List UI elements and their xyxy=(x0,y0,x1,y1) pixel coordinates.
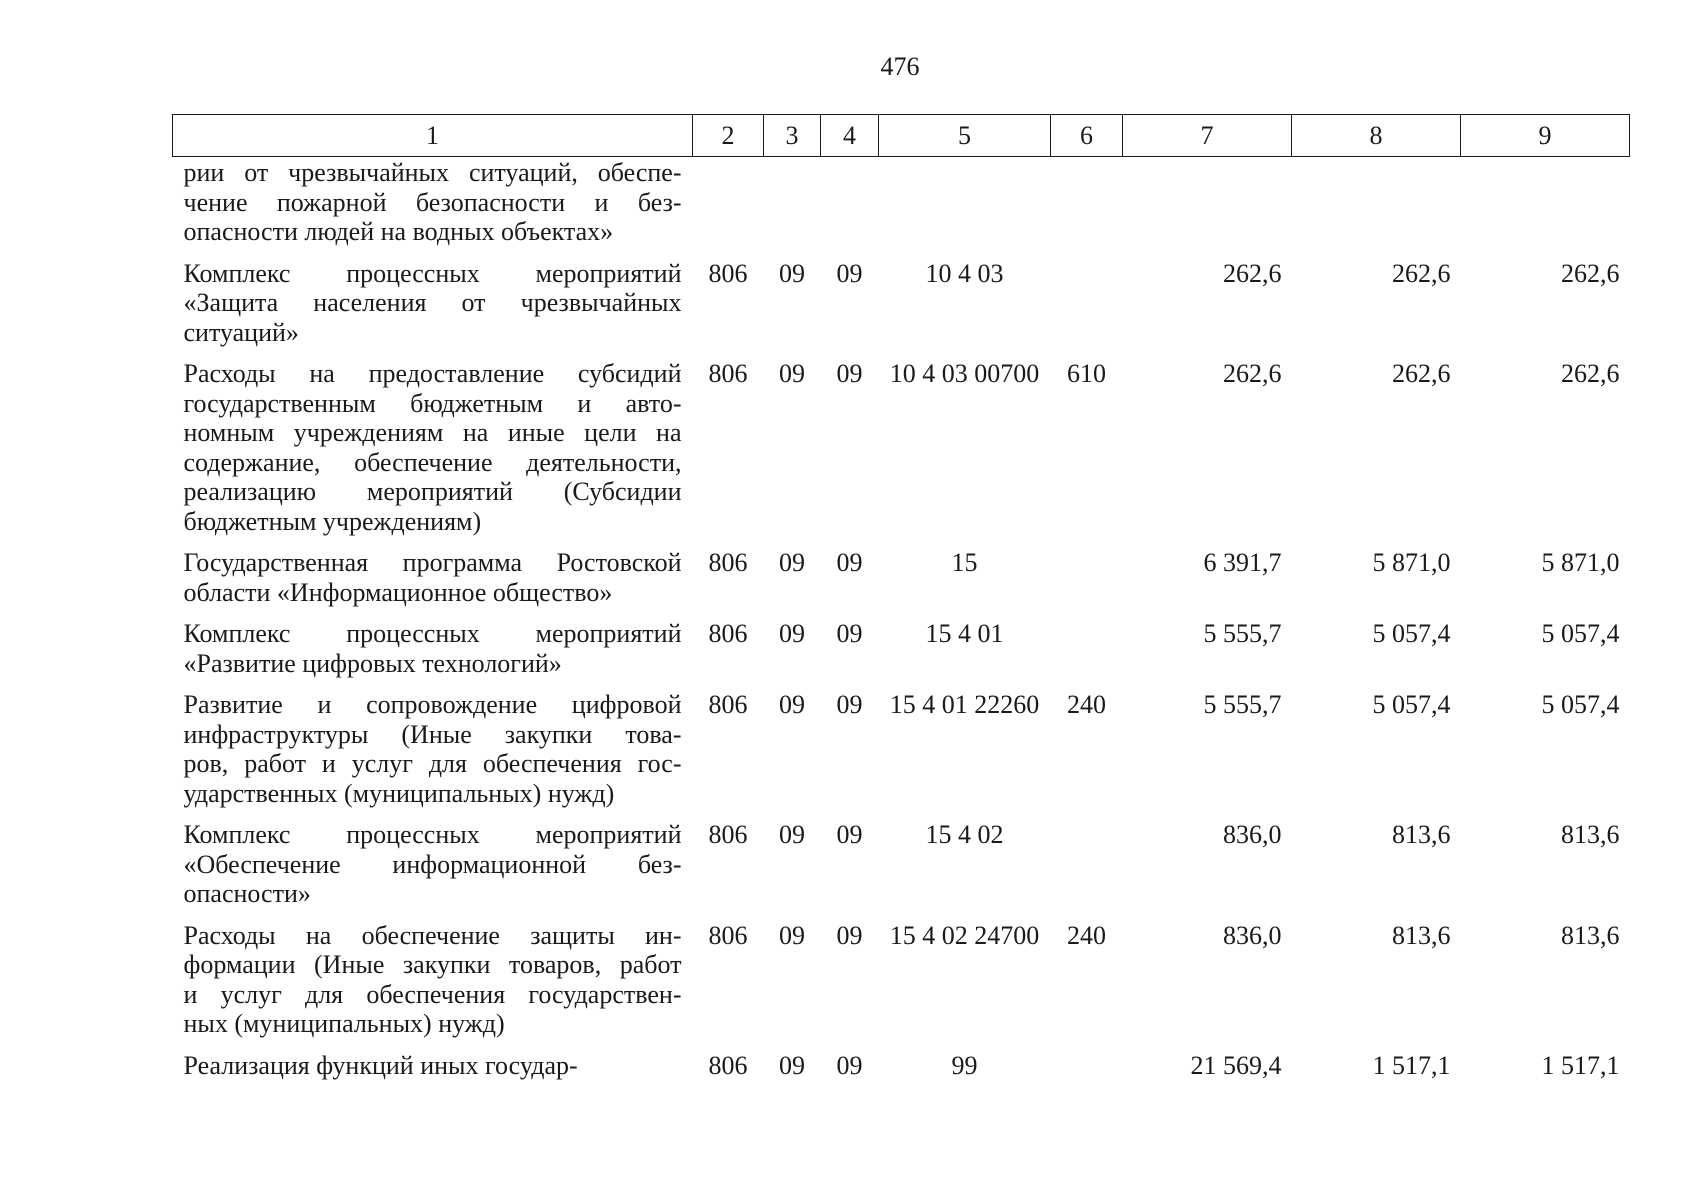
amount-col9-cell: 5 871,0 xyxy=(1541,548,1620,577)
subsection-code-cell: 09 xyxy=(836,258,863,288)
section-code-cell: 09 xyxy=(779,690,805,719)
ministry-code-cell: 806 xyxy=(708,820,748,849)
target-article-cell: 10 4 03 00700 xyxy=(889,359,1040,388)
amount-col8-cell: 813,6 xyxy=(1392,920,1451,950)
row-name-cell xyxy=(173,820,693,921)
target-article-cell: 10 4 03 xyxy=(925,258,1004,288)
table-header-row xyxy=(173,115,1630,157)
table-row xyxy=(173,820,1630,921)
amount-col9-cell: 262,6 xyxy=(1561,359,1620,388)
row-name-line: формации (Иные закупки товаров, работ xyxy=(183,950,682,979)
amount-col8-cell: 813,6 xyxy=(1392,820,1451,849)
row-name-line: опасности» xyxy=(183,879,311,908)
ministry-code-cell xyxy=(693,157,764,259)
column-header-2: 2 xyxy=(693,115,764,157)
subsection-code-cell xyxy=(821,157,879,259)
column-header-6: 6 xyxy=(1051,115,1123,157)
table-body xyxy=(173,157,1630,1093)
row-name-line: «Развитие цифровых технологий» xyxy=(183,648,562,678)
row-name-line: Государственная программа Ростовской xyxy=(183,548,682,577)
subsection-code-cell: 09 xyxy=(836,820,863,849)
row-name-cell xyxy=(173,921,693,1051)
table-row xyxy=(173,690,1630,820)
ministry-code-cell: 806 xyxy=(708,359,748,388)
column-header-4: 4 xyxy=(821,115,879,157)
expense-type-cell xyxy=(1051,820,1123,921)
row-name-cell xyxy=(173,157,693,259)
expense-type-cell: 240 xyxy=(1067,920,1106,950)
row-name-line: ров, работ и услуг для обеспечения гос- xyxy=(183,749,682,778)
row-name-cell xyxy=(173,619,693,690)
section-code-cell: 09 xyxy=(779,359,805,388)
table-row xyxy=(173,1051,1630,1093)
amount-col7-cell: 262,6 xyxy=(1223,258,1282,288)
amount-col8-cell: 5 057,4 xyxy=(1372,690,1451,719)
amount-col7-cell: 5 555,7 xyxy=(1203,690,1282,719)
row-name-line: и услуг для обеспечения государствен- xyxy=(183,979,682,1009)
expense-type-cell: 610 xyxy=(1067,359,1106,388)
row-name-line: ситуаций» xyxy=(183,317,299,347)
section-code-cell: 09 xyxy=(779,1050,805,1080)
row-name-cell xyxy=(173,690,693,820)
row-name-line: Комплекс процессных мероприятий xyxy=(183,820,682,849)
table-row xyxy=(173,359,1630,548)
table-row xyxy=(173,548,1630,619)
amount-col8-cell: 5 871,0 xyxy=(1372,548,1451,577)
column-header-7: 7 xyxy=(1123,115,1292,157)
amount-col9-cell: 1 517,1 xyxy=(1541,1050,1620,1080)
amount-col7-cell: 5 555,7 xyxy=(1203,619,1282,648)
row-name-line: инфраструктуры (Иные закупки това- xyxy=(183,719,682,749)
expense-type-cell xyxy=(1051,619,1123,690)
target-article-cell xyxy=(879,157,1051,259)
target-article-cell: 99 xyxy=(951,1050,978,1080)
row-name-line: чение пожарной безопасности и без- xyxy=(183,187,682,217)
target-article-cell: 15 4 02 xyxy=(925,820,1004,849)
amount-col8-cell: 262,6 xyxy=(1392,359,1451,388)
row-name-line: области «Информационное общество» xyxy=(183,577,613,607)
amount-col8-cell: 1 517,1 xyxy=(1372,1050,1451,1080)
row-name-line: Комплекс процессных мероприятий xyxy=(183,258,682,288)
table-row xyxy=(173,619,1630,690)
subsection-code-cell: 09 xyxy=(836,548,863,577)
amount-col8-cell xyxy=(1292,157,1461,259)
ministry-code-cell: 806 xyxy=(708,1050,748,1080)
expense-type-cell xyxy=(1051,548,1123,619)
expense-type-cell xyxy=(1051,157,1123,259)
column-header-9: 9 xyxy=(1461,115,1630,157)
page-number: 476 xyxy=(880,52,920,81)
ministry-code-cell: 806 xyxy=(708,548,748,577)
row-name-line: реализацию мероприятий (Субсидии xyxy=(183,477,682,506)
amount-col9-cell: 5 057,4 xyxy=(1541,619,1620,648)
column-header-1: 1 xyxy=(173,115,693,157)
row-name-cell xyxy=(173,359,693,548)
target-article-cell: 15 4 01 22260 xyxy=(889,690,1040,719)
row-name-cell xyxy=(173,259,693,360)
amount-col7-cell xyxy=(1123,157,1292,259)
subsection-code-cell: 09 xyxy=(836,619,863,648)
amount-col8-cell: 5 057,4 xyxy=(1372,619,1451,648)
subsection-code-cell: 09 xyxy=(836,359,863,388)
ministry-code-cell: 806 xyxy=(708,920,748,950)
amount-col7-cell: 262,6 xyxy=(1223,359,1282,388)
section-code-cell: 09 xyxy=(779,258,805,288)
table-row xyxy=(173,157,1630,259)
amount-col7-cell: 21 569,4 xyxy=(1190,1050,1282,1080)
column-header-8: 8 xyxy=(1292,115,1461,157)
expense-type-cell xyxy=(1051,259,1123,360)
target-article-cell: 15 4 01 xyxy=(925,619,1004,648)
row-name-line: Развитие и сопровождение цифровой xyxy=(183,690,682,719)
section-code-cell: 09 xyxy=(779,619,805,648)
table-row xyxy=(173,259,1630,360)
row-name-line: рии от чрезвычайных ситуаций, обеспе- xyxy=(183,158,682,187)
ministry-code-cell: 806 xyxy=(708,619,748,648)
column-header-5: 5 xyxy=(879,115,1051,157)
row-name-line: номным учреждениям на иные цели на xyxy=(183,418,682,447)
amount-col9-cell: 5 057,4 xyxy=(1541,690,1620,719)
section-code-cell: 09 xyxy=(779,820,805,849)
section-code-cell: 09 xyxy=(779,920,805,950)
amount-col9-cell: 262,6 xyxy=(1561,258,1620,288)
expense-type-cell: 240 xyxy=(1067,690,1106,719)
row-name-line: Расходы на обеспечение защиты ин- xyxy=(183,920,682,950)
row-name-line: ударственных (муниципальных) нужд) xyxy=(183,778,615,808)
section-code-cell xyxy=(764,157,821,259)
row-name-line: государственным бюджетным и авто- xyxy=(183,388,682,418)
row-name-line: «Обеспечение информационной без- xyxy=(183,849,682,879)
row-name-line: Реализация функций иных государ- xyxy=(183,1050,578,1080)
column-header-3: 3 xyxy=(764,115,821,157)
row-name-line: опасности людей на водных объектах» xyxy=(183,217,614,246)
row-name-line: «Защита населения от чрезвычайных xyxy=(183,288,682,317)
subsection-code-cell: 09 xyxy=(836,920,863,950)
row-name-cell xyxy=(173,548,693,619)
section-code-cell: 09 xyxy=(779,548,805,577)
subsection-code-cell: 09 xyxy=(836,1050,863,1080)
expense-type-cell xyxy=(1051,1051,1123,1093)
amount-col7-cell: 836,0 xyxy=(1223,920,1282,950)
table-row xyxy=(173,921,1630,1051)
budget-table xyxy=(172,114,1630,1092)
target-article-cell: 15 4 02 24700 xyxy=(889,920,1040,950)
amount-col9-cell: 813,6 xyxy=(1561,820,1620,849)
subsection-code-cell: 09 xyxy=(836,690,863,719)
row-name-line: содержание, обеспечение деятельности, xyxy=(183,447,682,477)
row-name-cell xyxy=(173,1051,693,1093)
amount-col8-cell: 262,6 xyxy=(1392,258,1451,288)
amount-col7-cell: 6 391,7 xyxy=(1203,548,1282,577)
amount-col7-cell: 836,0 xyxy=(1223,820,1282,849)
amount-col9-cell xyxy=(1461,157,1630,259)
row-name-line: Комплекс процессных мероприятий xyxy=(183,619,682,648)
row-name-line: Расходы на предоставление субсидий xyxy=(183,359,682,388)
row-name-line: бюджетным учреждениям) xyxy=(183,506,482,536)
ministry-code-cell: 806 xyxy=(708,258,748,288)
row-name-line: ных (муниципальных) нужд) xyxy=(183,1009,505,1038)
amount-col9-cell: 813,6 xyxy=(1561,920,1620,950)
ministry-code-cell: 806 xyxy=(708,690,748,719)
target-article-cell: 15 xyxy=(951,548,978,577)
